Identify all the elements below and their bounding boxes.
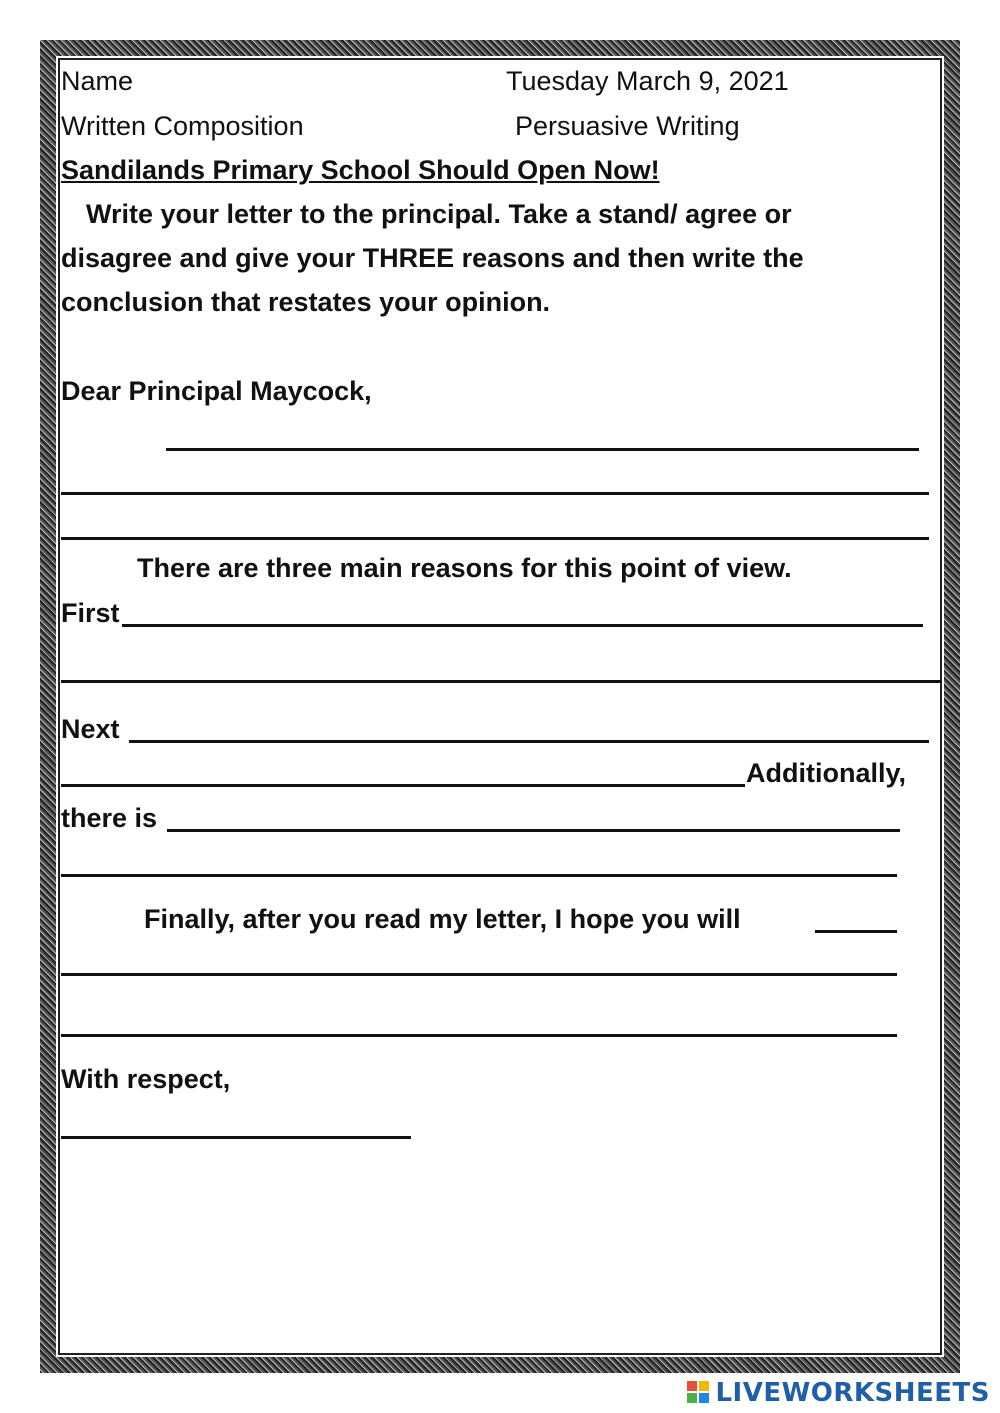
next-reason-blank-2[interactable] — [61, 784, 745, 787]
date-text: Tuesday March 9, 2021 — [506, 66, 789, 96]
first-reason-blank-2[interactable] — [61, 680, 941, 683]
liveworksheets-brand: LIVEWORKSHEETS — [715, 1378, 990, 1408]
third-reason-blank[interactable] — [167, 829, 900, 832]
opinion-blank-3[interactable] — [61, 537, 929, 540]
name-label: Name — [61, 66, 134, 96]
subject-text: Written Composition — [61, 111, 304, 141]
liveworksheets-logo — [687, 1376, 990, 1410]
additionally-label: Additionally, — [746, 758, 906, 788]
conclusion-blank-1[interactable] — [61, 973, 897, 976]
reasons-intro: There are three main reasons for this point of view. — [137, 553, 792, 583]
signature-blank[interactable] — [61, 1136, 411, 1139]
finally-blank[interactable] — [815, 930, 897, 933]
next-label: Next — [61, 714, 120, 744]
page-title: Sandilands Primary School Should Open Now! — [61, 155, 660, 185]
third-reason-blank-2[interactable] — [61, 874, 897, 877]
finally-text: Finally, after you read my letter, I hope you will — [144, 904, 741, 934]
letter-greeting: Dear Principal Maycock, — [61, 376, 372, 406]
instruction-line-2: disagree and give your THREE reasons and then write the — [61, 243, 804, 273]
instruction-line-3: conclusion that restates your opinion. — [61, 287, 551, 317]
opinion-blank-2[interactable] — [61, 492, 929, 495]
first-reason-blank[interactable] — [122, 624, 923, 627]
next-reason-blank[interactable] — [129, 740, 929, 743]
decorative-border — [40, 40, 960, 1373]
first-label: First — [61, 598, 120, 628]
conclusion-blank-2[interactable] — [61, 1034, 897, 1037]
opinion-blank-1[interactable] — [166, 448, 919, 451]
genre-text: Persuasive Writing — [515, 111, 740, 141]
instruction-line-1: Write your letter to the principal. Take a stand/ agree or — [86, 199, 792, 229]
there-is-label: there is — [61, 803, 158, 833]
letter-closing: With respect, — [61, 1064, 231, 1094]
liveworksheets-logo-icon — [687, 1381, 711, 1405]
